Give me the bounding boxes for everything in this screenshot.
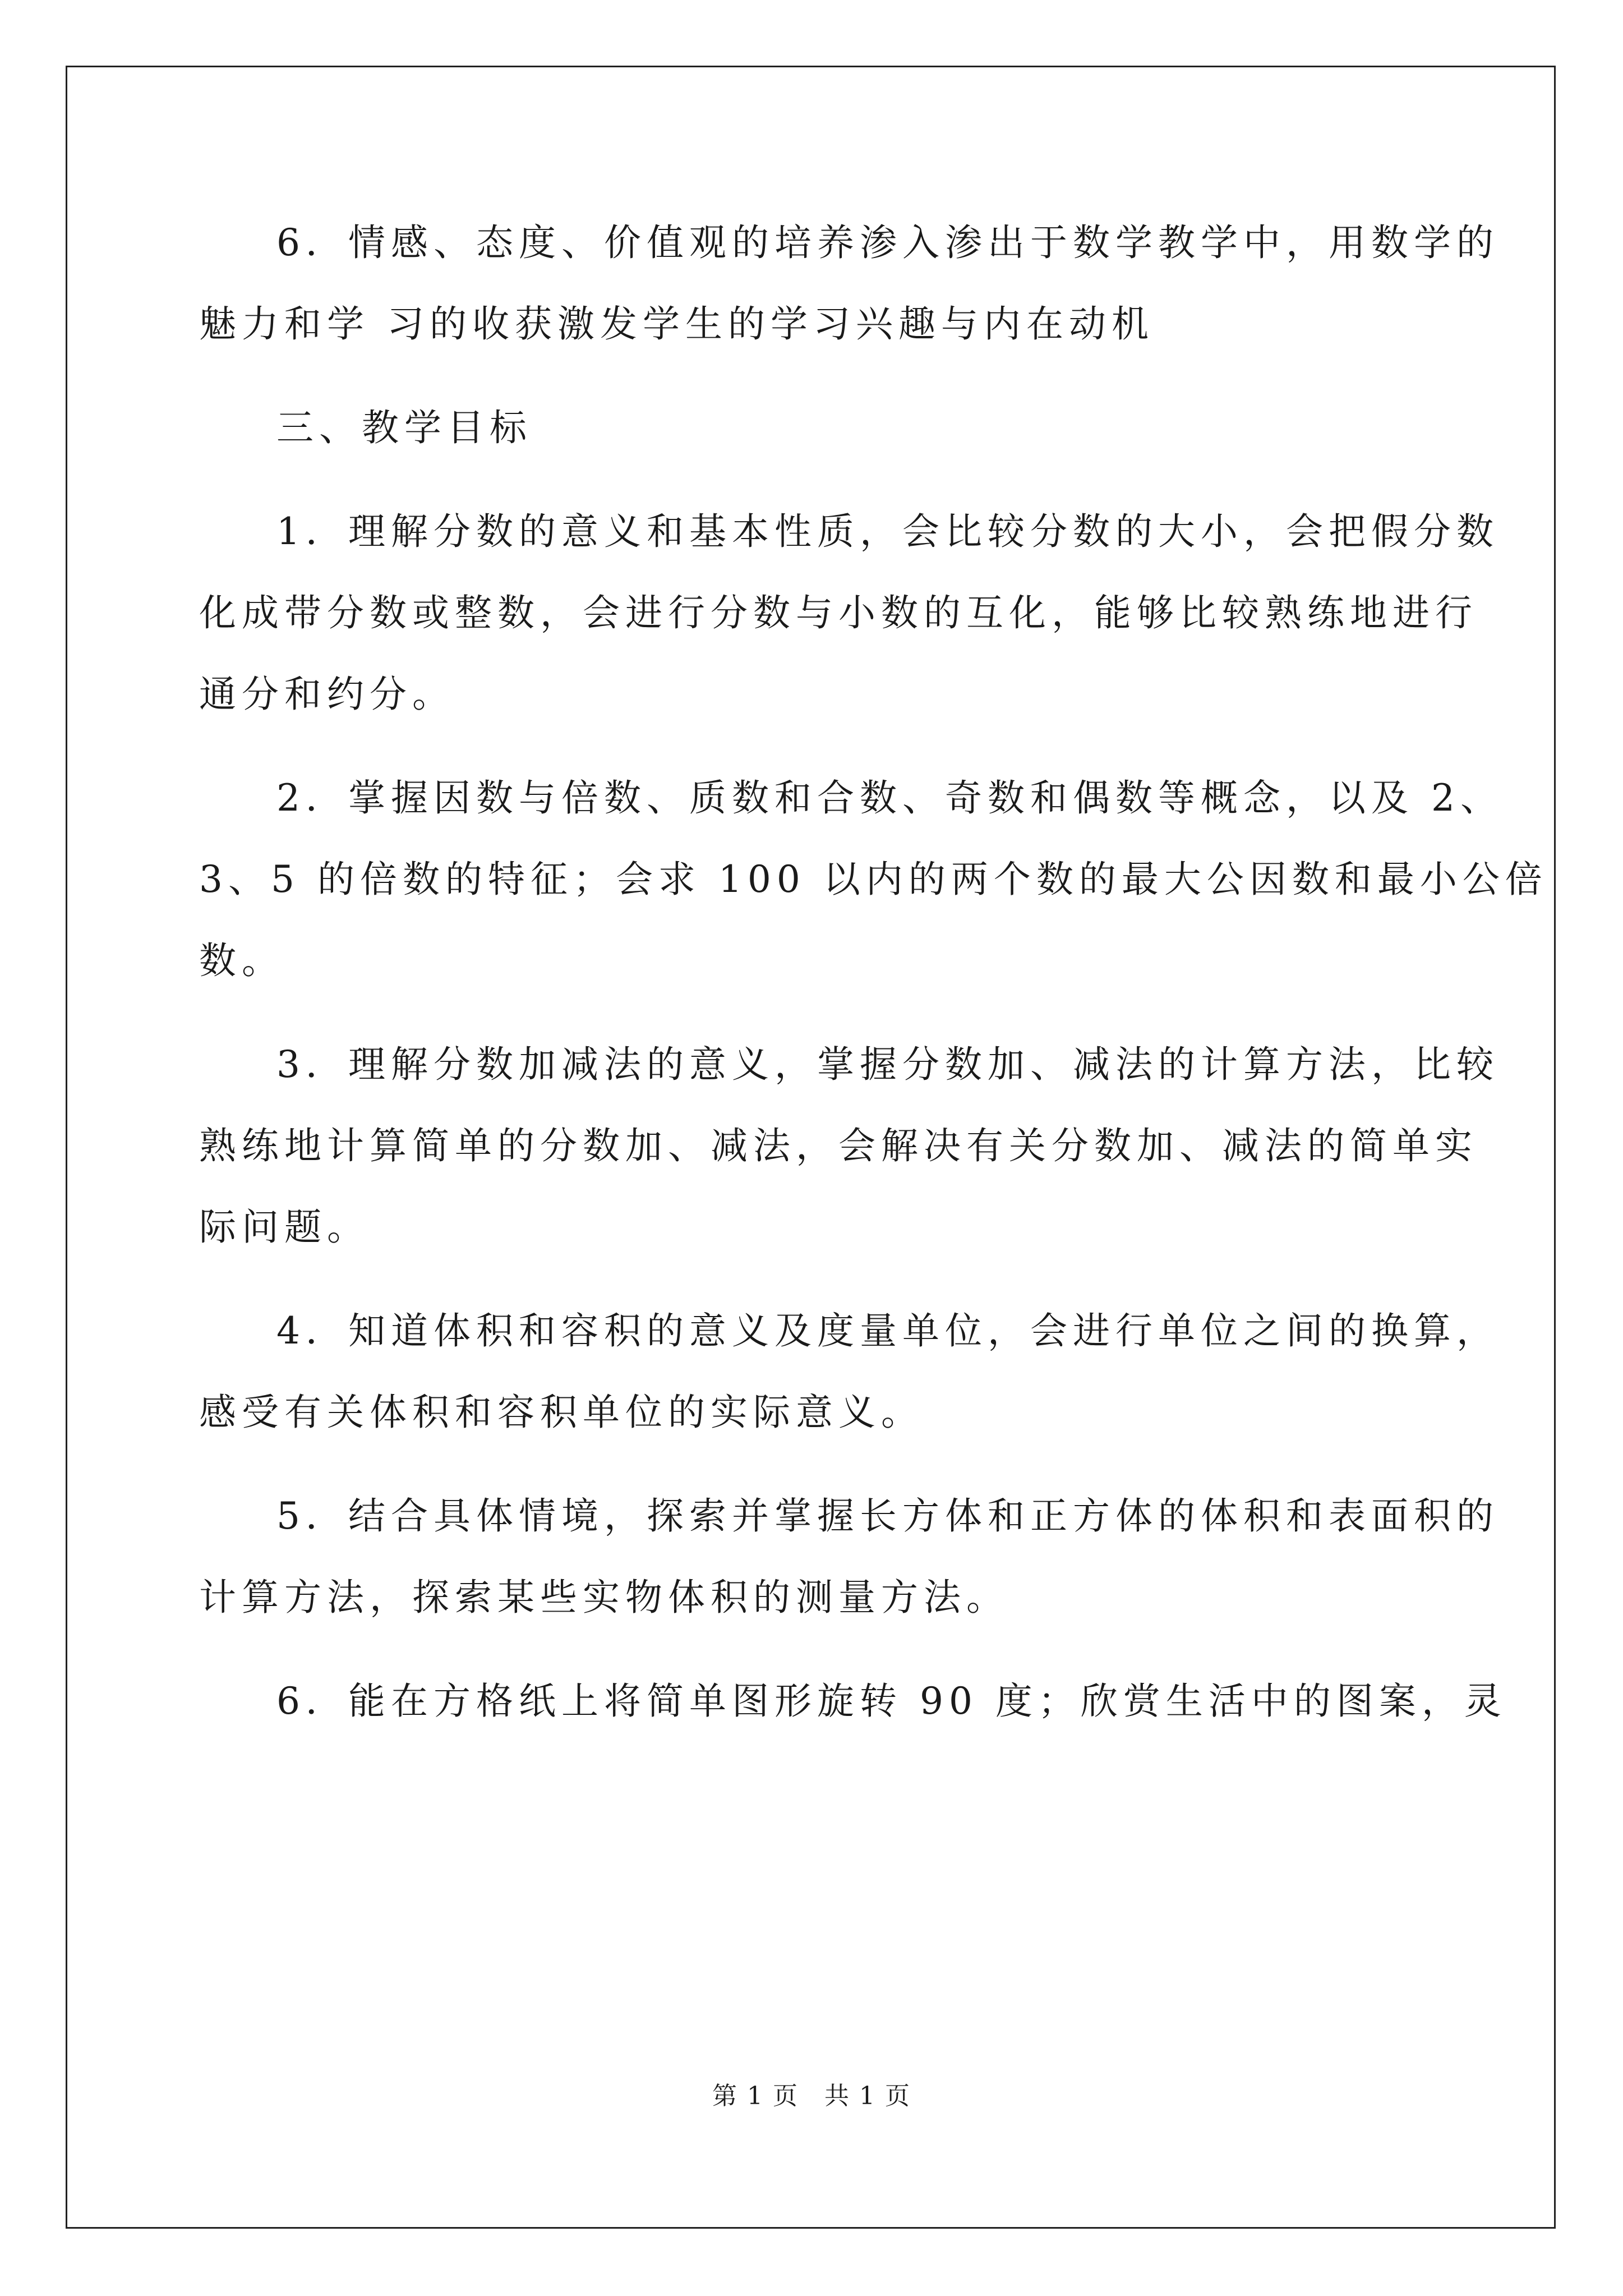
paragraph-goal-1	[199, 491, 1499, 735]
text-line: 4．知道体积和容积的意义及度量单位，会进行单位之间的换算，	[276, 1309, 1499, 1352]
page-footer: 第 1 页 共 1 页	[712, 2082, 911, 2110]
text-line: 6．能在方格纸上将简单图形旋转 90 度；欣赏生活中的图案，灵	[276, 1680, 1507, 1723]
text-line: 魅力和学 习的收获激发学生的学习兴趣与内在动机	[199, 302, 1154, 346]
text-line: 2．掌握因数与倍数、质数和合数、奇数和偶数等概念，以及 2、	[276, 776, 1503, 820]
section-heading-teaching-goals	[199, 387, 1433, 468]
text-line: 通分和约分。	[199, 673, 455, 716]
paragraph-goal-2	[199, 757, 1548, 1001]
text-line: 3、5 的倍数的特征；会求 100 以内的两个数的最大公因数和最小公倍	[199, 858, 1548, 901]
text-line: 1．理解分数的意义和基本性质，会比较分数的大小，会把假分数	[276, 510, 1499, 553]
text-line: 6．情感、态度、价值观的培养渗入渗出于数学教学中，用数学的	[276, 221, 1499, 264]
text-line: 熟练地计算简单的分数加、减法，会解决有关分数加、减法的简单实	[199, 1124, 1478, 1167]
section-heading: 三、教学目标	[276, 406, 532, 449]
text-line: 计算方法，探索某些实物体积的测量方法。	[199, 1576, 1009, 1619]
text-line: 化成带分数或整数，会进行分数与小数的互化，能够比较熟练地进行	[199, 591, 1478, 634]
paragraph-goal-5	[199, 1475, 1499, 1638]
paragraph-affect-attitude-values	[199, 202, 1499, 365]
text-line: 5．结合具体情境，探索并掌握长方体和正方体的体积和表面积的	[276, 1494, 1499, 1538]
paragraph-goal-6	[199, 1660, 1507, 1742]
paragraph-goal-4	[199, 1290, 1499, 1453]
paragraph-goal-3	[199, 1024, 1499, 1268]
text-line: 感受有关体积和容积单位的实际意义。	[199, 1391, 924, 1434]
text-line: 际问题。	[199, 1205, 370, 1249]
document-body	[199, 202, 1548, 1764]
text-line: 3．理解分数加减法的意义，掌握分数加、减法的计算方法，比较	[276, 1043, 1499, 1086]
text-line: 数。	[199, 939, 284, 982]
